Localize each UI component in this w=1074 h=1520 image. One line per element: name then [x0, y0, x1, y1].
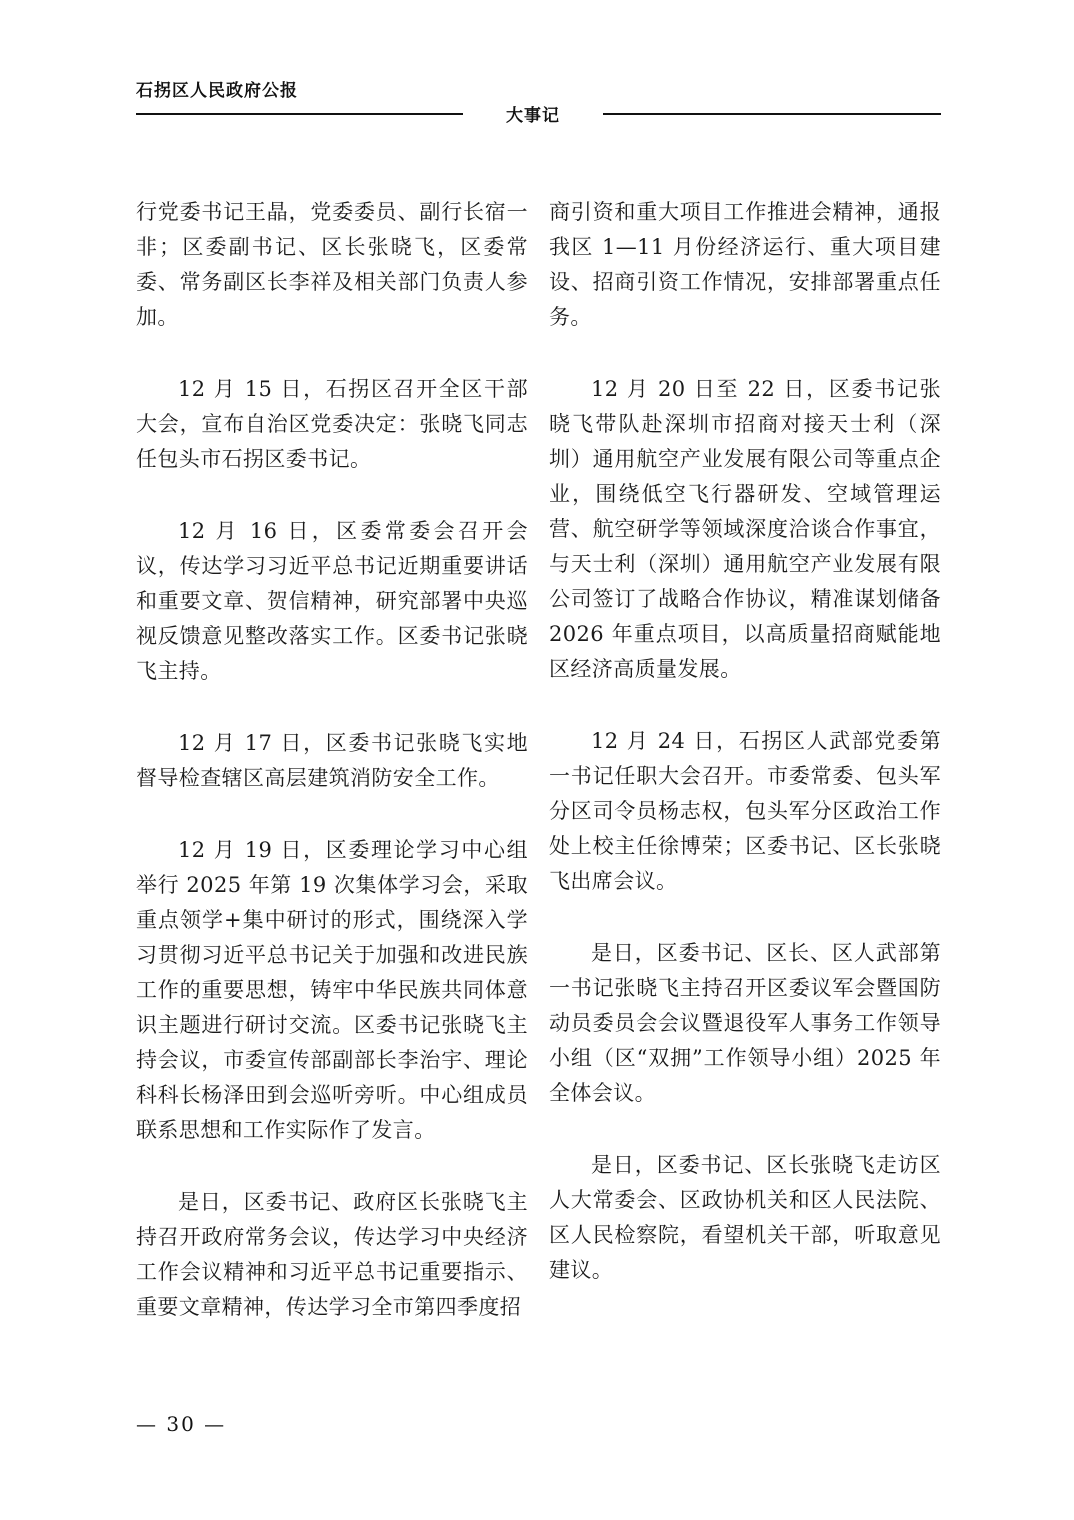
paragraph-dec19-same-day: 是日，区委书记、政府区长张晓飞主持召开政府常务会议，传达学习中央经济工作会议精神和习近平总书记重要指示、重要文章精神，传达学习全市第四季度招	[136, 1190, 528, 1319]
paragraph-dec20-22: 12 月 20 日至 22 日，区委书记张晓飞带队赴深圳市招商对接天士利（深圳）通用航空产业发展有限公司等重点企业，围绕低空飞行器研发、空域管理运营、航空研学等领域深度洽谈合作事宜，与天士利（深圳）通用航空产业发展有限公司签订了战略合作协议，精准谋划储备 2026 年重点项目，以高质量招商赋能地区经济高质量发展。	[549, 377, 941, 681]
publication-title: 石拐区人民政府公报	[136, 81, 298, 101]
left-column	[136, 195, 528, 1362]
paragraph-dec17: 12 月 17 日，区委书记张晓飞实地督导检查辖区高层建筑消防安全工作。	[136, 731, 528, 790]
right-column	[549, 195, 941, 1325]
page-number: — 30 —	[136, 1412, 227, 1436]
paragraph-dec24: 12 月 24 日，石拐区人武部党委第一书记任职大会召开。市委常委、包头军分区司令员杨志权，包头军分区政治工作处上校主任徐博荣；区委书记、区长张晓飞出席会议。	[549, 729, 941, 893]
header-rule-right	[603, 113, 941, 115]
paragraph-dec24-same-day-1: 是日，区委书记、区长、区人武部第一书记张晓飞主持召开区委议军会暨国防动员委员会会议暨退役军人事务工作领导小组（区“双拥”工作领导小组）2025 年全体会议。	[549, 941, 941, 1105]
paragraph-continuation: 行党委书记王晶，党委委员、副行长宿一非；区委副书记、区长张晓飞，区委常委、常务副区长李祥及相关部门负责人参加。	[136, 200, 528, 329]
paragraph-dec16: 12 月 16 日，区委常委会召开会议，传达学习习近平总书记近期重要讲话和重要文章、贺信精神，研究部署中央巡视反馈意见整改落实工作。区委书记张晓飞主持。	[136, 519, 528, 683]
section-title: 大事记	[506, 106, 560, 126]
paragraph-dec24-same-day-2: 是日，区委书记、区长张晓飞走访区人大常委会、区政协机关和区人民法院、区人民检察院，看望机关干部，听取意见建议。	[549, 1153, 941, 1282]
paragraph-continuation-right: 商引资和重大项目工作推进会精神，通报我区 1—11 月份经济运行、重大项目建设、招商引资工作情况，安排部署重点任务。	[549, 200, 941, 329]
paragraph-dec15: 12 月 15 日，石拐区召开全区干部大会，宣布自治区党委决定：张晓飞同志任包头市石拐区委书记。	[136, 377, 528, 471]
header-rule-left	[136, 113, 463, 115]
paragraph-dec19: 12 月 19 日，区委理论学习中心组举行 2025 年第 19 次集体学习会，采取重点领学+集中研讨的形式，围绕深入学习贯彻习近平总书记关于加强和改进民族工作的重要思想，铸牢中华民族共同体意识主题进行研讨交流。区委书记张晓飞主持会议，市委宣传部副部长李治宇、理论科科长杨泽田到会巡听旁听。中心组成员联系思想和工作实际作了发言。	[136, 838, 528, 1142]
